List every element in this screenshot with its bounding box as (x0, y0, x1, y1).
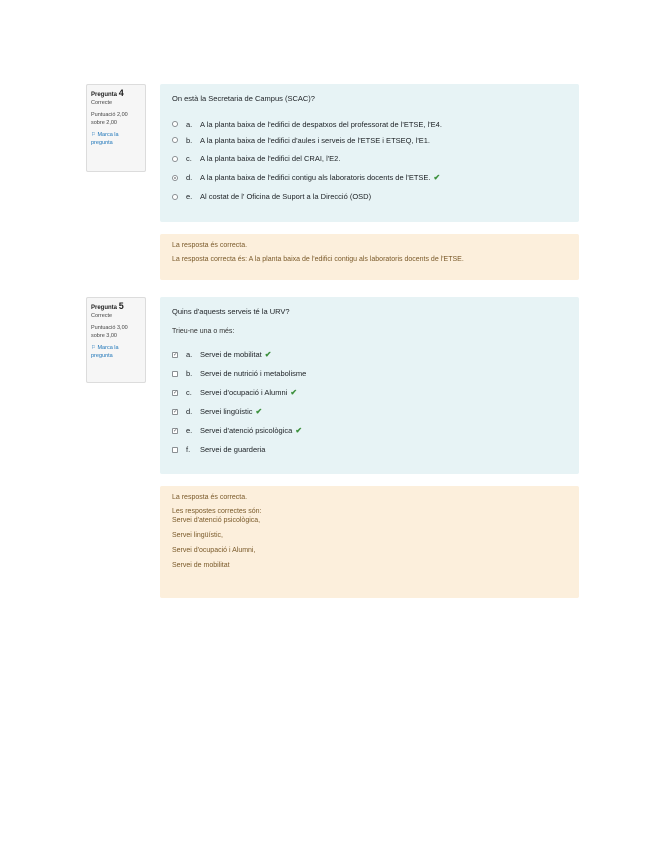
question-4-info (86, 84, 146, 172)
check-icon: ✔ (295, 426, 303, 435)
feedback-status: La resposta és correcta. (172, 242, 248, 249)
checkbox-checked[interactable]: ✓ (173, 427, 179, 434)
answer-option[interactable]: f. Servei de guarderia (172, 440, 567, 459)
answer-option[interactable]: b. A la planta baixa de l'edifici d'aules i serveis de l'ETSE i ETSEQ, l'E1. (172, 131, 567, 149)
flag-icon: ⚐ (91, 345, 96, 351)
question-status: Correcte (91, 100, 113, 106)
answer-option-selected[interactable]: d. A la planta baixa de l'edifici contigu als laboratoris docents de l'ETSE. ✔ (172, 168, 567, 187)
question-5-content (160, 297, 579, 474)
feedback-status: La resposta és correcta. (172, 494, 248, 501)
checkbox[interactable] (172, 371, 178, 377)
question-number: Pregunta 4 (91, 88, 124, 98)
question-status: Correcte (91, 313, 113, 319)
question-text: On està la Secretaria de Campus (SCAC)? (172, 94, 315, 103)
checkbox-checked[interactable]: ✓ (173, 389, 179, 396)
radio-button[interactable] (172, 121, 178, 127)
checkbox-checked[interactable]: ✓ (173, 351, 179, 358)
answer-list (172, 117, 567, 206)
feedback-answer-item: Servei de mobilitat (172, 562, 230, 569)
checkbox-checked[interactable]: ✓ (173, 408, 179, 415)
radio-button-selected[interactable] (172, 175, 178, 181)
question-5-info (86, 297, 146, 383)
radio-button[interactable] (172, 156, 178, 162)
question-score: Puntuació 3,00 sobre 3,00 (91, 325, 128, 339)
answer-option[interactable]: e. Al costat de l' Oficina de Suport a la Direcció (OSD) (172, 187, 567, 206)
answer-option-selected[interactable]: ✓ e. Servei d'atenció psicològica ✔ (173, 426, 303, 435)
question-5-feedback (160, 486, 579, 598)
answer-option-selected[interactable]: ✓ c. Servei d'ocupació i Alumni ✔ (173, 388, 298, 397)
question-prompt: Trieu-ne una o més: (172, 328, 235, 335)
answer-option-selected[interactable]: ✓ d. Servei lingüístic ✔ (173, 407, 263, 416)
flag-question-link[interactable]: ⚐ Marca la pregunta (91, 345, 119, 359)
flag-icon: ⚐ (91, 132, 96, 138)
feedback-answer-item: Servei d'atenció psicològica, (172, 517, 261, 524)
check-icon: ✔ (433, 173, 441, 182)
answer-option[interactable]: b. Servei de nutrició i metabolisme (172, 364, 567, 383)
question-score: Puntuació 2,00 sobre 2,00 (91, 112, 128, 126)
flag-question-link[interactable]: ⚐ Marca la pregunta (91, 132, 119, 146)
radio-button[interactable] (172, 137, 178, 143)
question-number: Pregunta 5 (91, 301, 124, 311)
check-icon: ✔ (290, 388, 298, 397)
check-icon: ✔ (255, 407, 263, 416)
answer-option-selected[interactable]: ✓ a. Servei de mobilitat ✔ (173, 350, 272, 359)
feedback-intro: Les respostes correctes són: (172, 508, 262, 515)
answer-list (172, 345, 567, 459)
answer-option[interactable]: a. A la planta baixa de l'edifici de despatxos del professorat de l'ETSE, l'E4. (172, 117, 567, 131)
question-4-content (160, 84, 579, 222)
feedback-answer-item: Servei lingüístic, (172, 532, 223, 539)
answer-option[interactable]: c. A la planta baixa de l'edifici del CRAI, l'E2. (172, 149, 567, 168)
question-text: Quins d'aquests serveis té la URV? (172, 307, 290, 316)
question-4-feedback (160, 234, 579, 280)
radio-button[interactable] (172, 194, 178, 200)
feedback-correct-answer: La resposta correcta és: A la planta baixa de l'edifici contigu als laboratoris docents de l'ETSE. (172, 256, 464, 263)
feedback-answer-list (172, 517, 567, 569)
checkbox[interactable] (172, 447, 178, 453)
check-icon: ✔ (264, 350, 272, 359)
feedback-answer-item: Servei d'ocupació i Alumni, (172, 547, 256, 554)
